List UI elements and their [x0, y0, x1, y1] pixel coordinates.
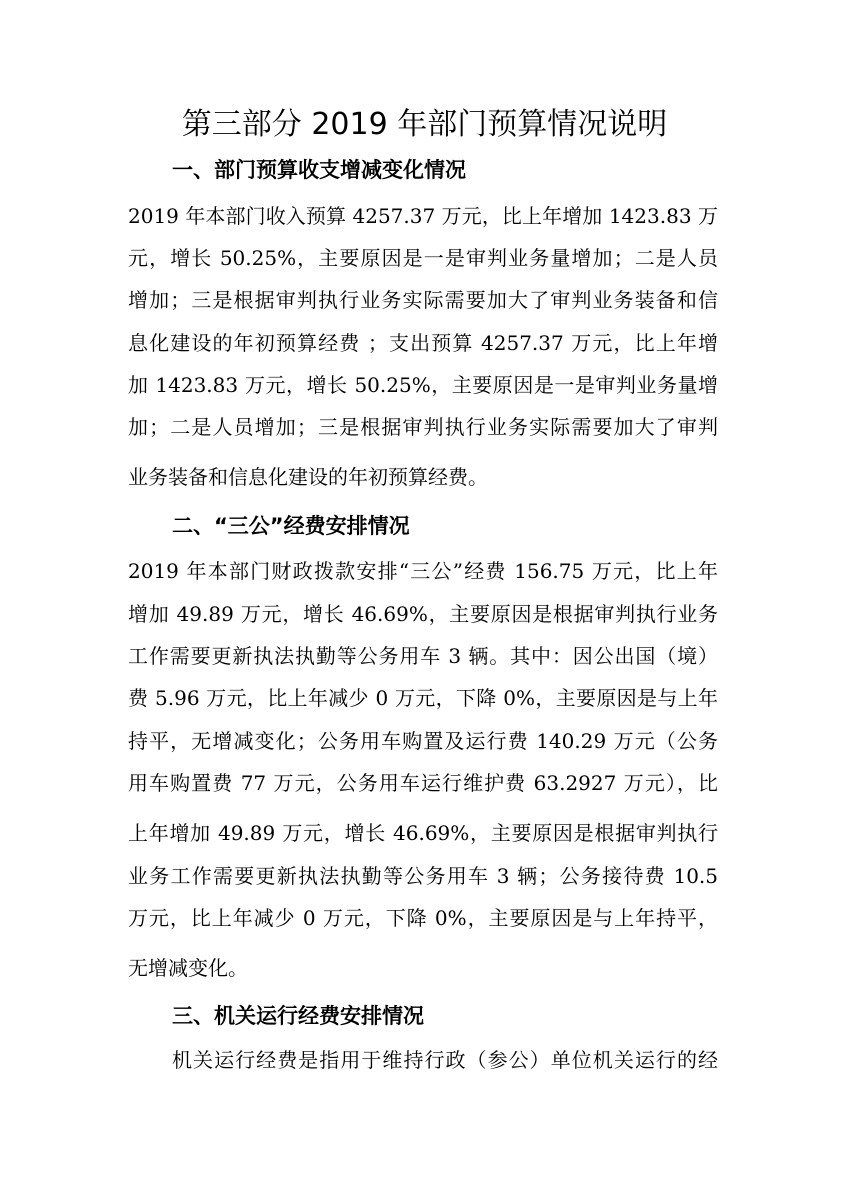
paragraph-line: 无增减变化。: [128, 956, 248, 980]
section-heading-2: 二、“三公”经费安排情况: [172, 514, 410, 538]
paragraph-line: 工作需要更新执法执勤等公务用车 3 辆。其中：因公出国（境）: [128, 644, 718, 668]
paragraph-line: 用车购置费 77 万元，公务用车运行维护费 63.2927 万元），比: [128, 771, 718, 795]
paragraph-line: 业务装备和信息化建设的年初预算经费。: [128, 465, 488, 489]
paragraph-line: 增加 49.89 万元，增长 46.69%，主要原因是根据审判执行业务: [128, 602, 718, 626]
paragraph-line: 2019 年本部门收入预算 4257.37 万元，比上年增加 1423.83 万: [128, 204, 718, 228]
paragraph-line: 元，增长 50.25%，主要原因是一是审判业务量增加；二是人员: [128, 246, 718, 270]
paragraph-line: 费 5.96 万元，比上年减少 0 万元，下降 0%，主要原因是与上年: [128, 686, 718, 710]
paragraph-line: 息化建设的年初预算经费 ；支出预算 4257.37 万元，比上年增: [128, 331, 718, 355]
paragraph-line: 增加；三是根据审判执行业务实际需要加大了审判业务装备和信: [128, 288, 718, 312]
paragraph-line: 加 1423.83 万元，增长 50.25%，主要原因是一是审判业务量增: [128, 373, 718, 397]
section-heading-3: 三、机关运行经费安排情况: [172, 1004, 424, 1028]
paragraph-line: 2019 年本部门财政拨款安排“三公”经费 156.75 万元，比上年: [128, 559, 718, 583]
paragraph-line: 机关运行经费是指用于维持行政（参公）单位机关运行的经: [172, 1048, 718, 1072]
paragraph-line: 加；二是人员增加；三是根据审判执行业务实际需要加大了审判: [128, 415, 718, 439]
page-title: 第三部分 2019 年部门预算情况说明: [181, 107, 668, 142]
paragraph-line: 万元，比上年减少 0 万元，下降 0%，主要原因是与上年持平，: [128, 906, 718, 930]
paragraph-line: 上年增加 49.89 万元，增长 46.69%，主要原因是根据审判执行: [128, 821, 718, 845]
section-heading-1: 一、部门预算收支增减变化情况: [172, 158, 466, 182]
paragraph-line: 持平，无增减变化；公务用车购置及运行费 140.29 万元（公务: [128, 729, 718, 753]
paragraph-line: 业务工作需要更新执法执勤等公务用车 3 辆；公务接待费 10.5: [128, 864, 718, 888]
